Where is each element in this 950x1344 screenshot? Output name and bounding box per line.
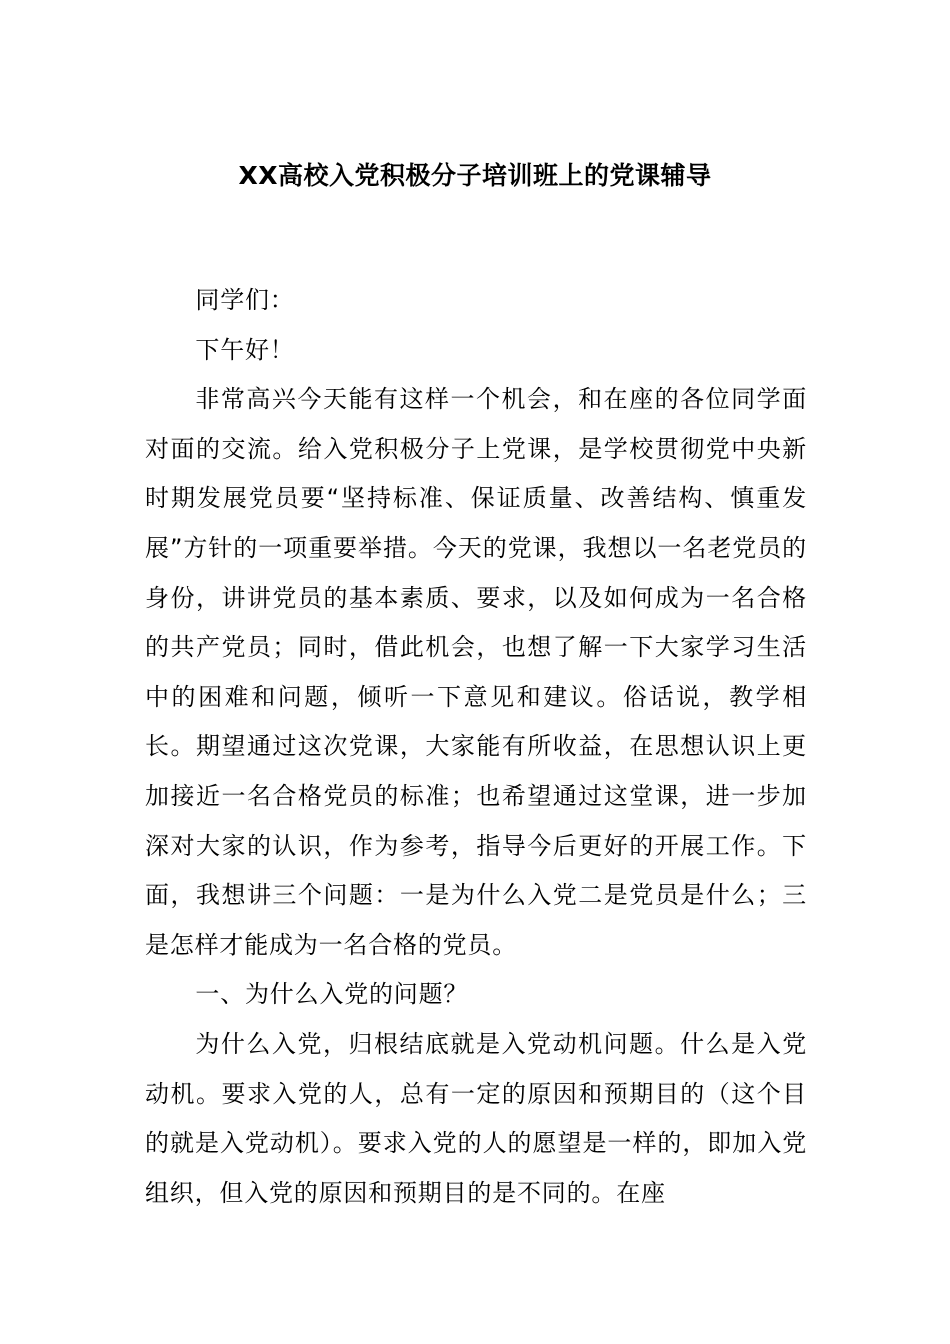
section-heading-1: 一、为什么入党的问题？ [195, 980, 469, 1009]
greeting-paragraph: 下午好！ [195, 335, 295, 364]
intro-paragraph: 非常高兴今天能有这样一个机会，和在座的各位同学面对面的交流。给入党积极分子上党课，是学校贯彻党中央新时期发展党员要“坚持标准、保证质量、改善结构、慎重发展”方针的一项重要举措。今天的党课，我想以一名老党员的身份，讲讲党员的基本素质、要求，以及如何成为一名合格的共产党员；同时，借此机会，也想了解一下大家学习生活中的困难和问题，倾听一下意见和建议。俗话说，教学相长。期望通过这次党课，大家能有所收益，在思想认识上更加接近一名合格党员的标准；也希望通过这堂课，进一步加深对大家的认识，作为参考，指导今后更好的开展工作。下面，我想讲三个问题：一是为什么入党二是党员是什么；三是怎样才能成为一名合格的党员。 [145, 385, 807, 959]
document-body [145, 276, 807, 1218]
document-title: XX高校入党积极分子培训班上的党课辅导 [238, 161, 712, 190]
salutation-paragraph: 同学们： [195, 286, 295, 314]
section-1-paragraph: 为什么入党，归根结底就是入党动机问题。什么是入党动机。要求入党的人，总有一定的原因和预期目的（这个目的就是入党动机）。要求入党的人的愿望是一样的，即加入党组织，但入党的原因和预期目的是不同的。在座 [145, 1029, 807, 1207]
